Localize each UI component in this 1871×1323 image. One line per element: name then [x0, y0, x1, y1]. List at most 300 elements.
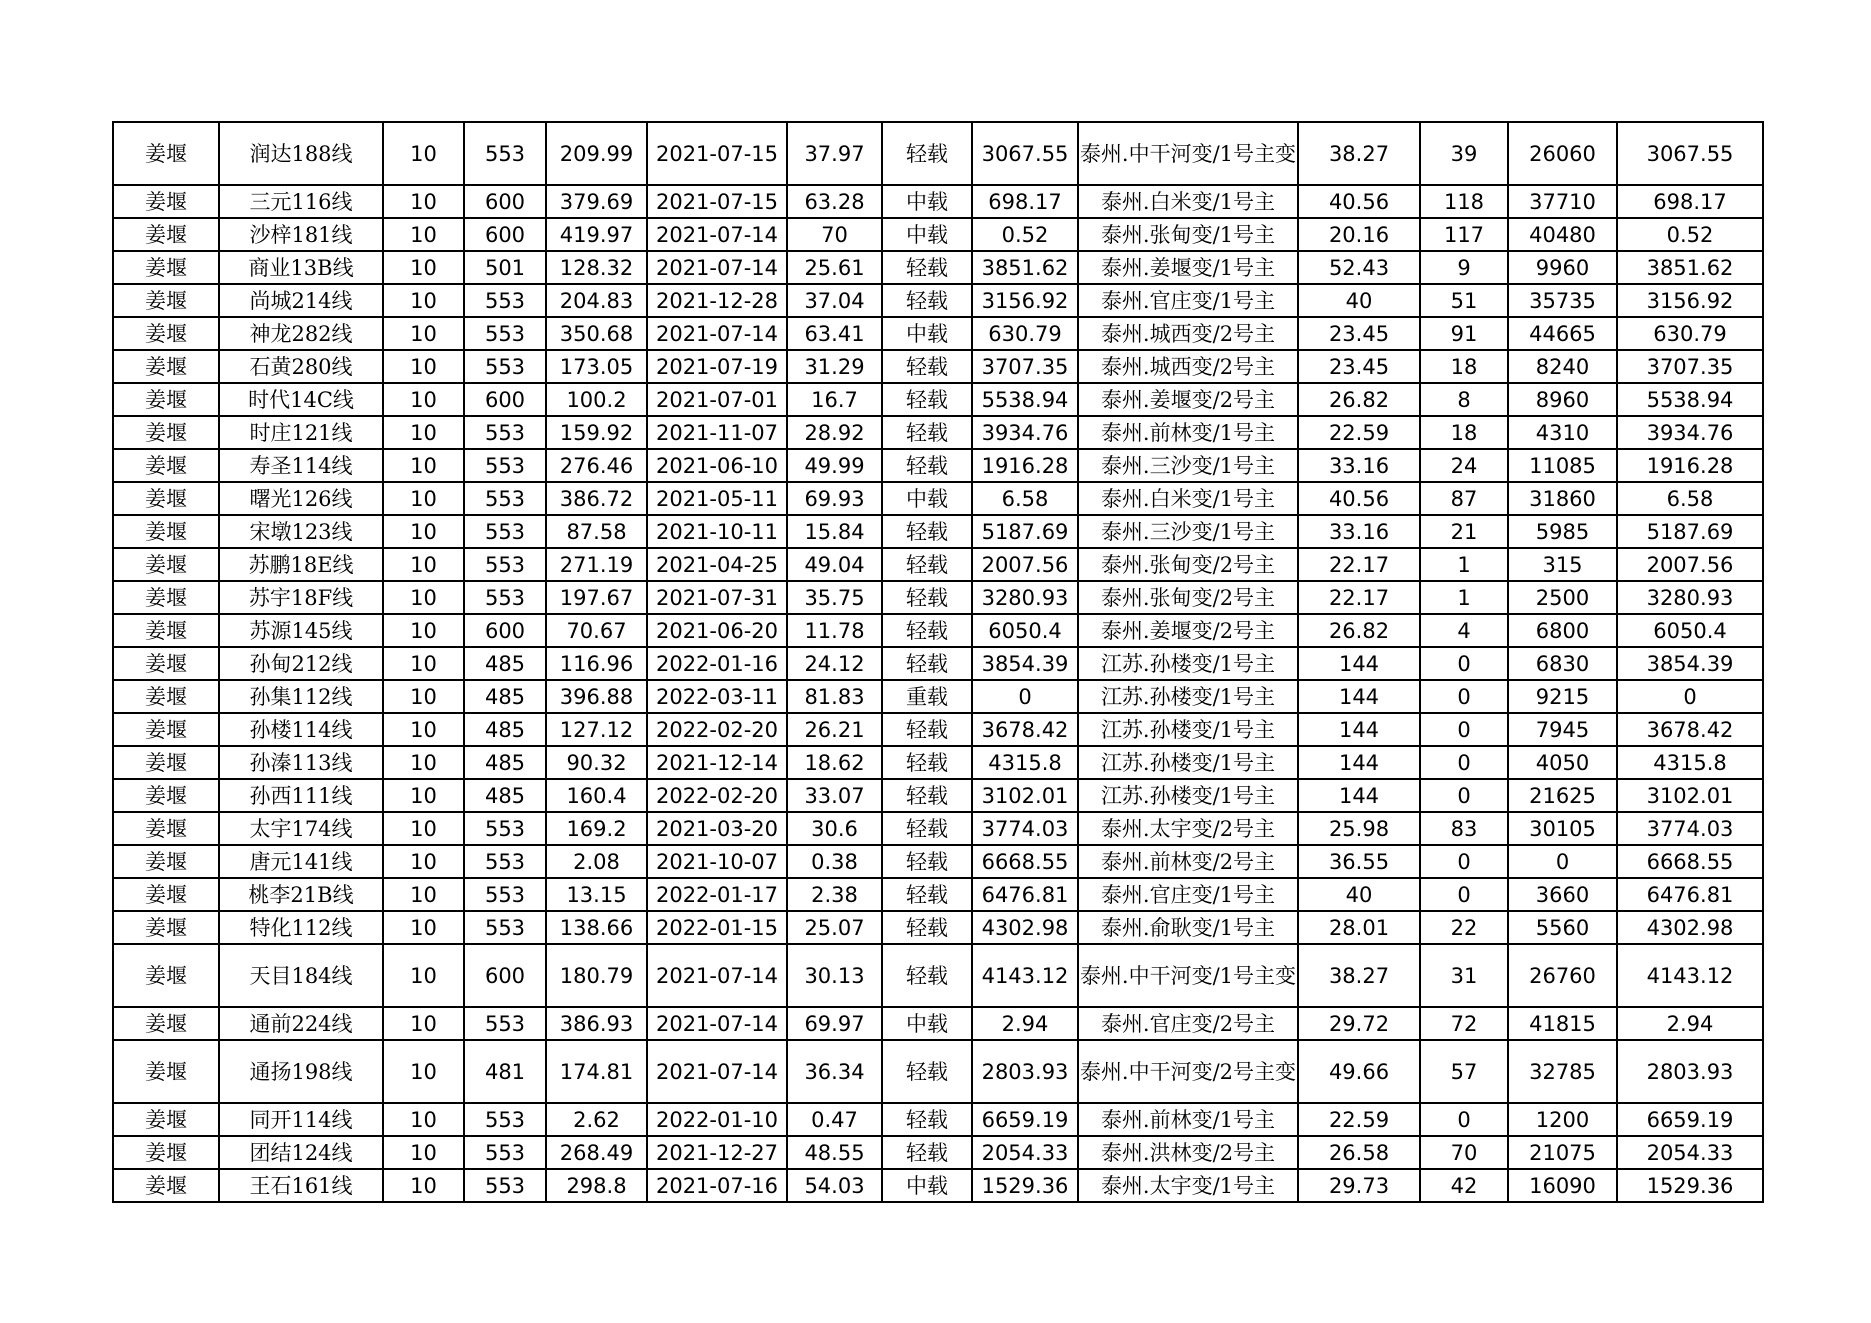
load-rate-cell: 31.29 — [787, 350, 882, 383]
load-rate-cell: 30.13 — [787, 944, 882, 1007]
date-cell: 2021-07-31 — [647, 581, 787, 614]
transformer-load-rate-cell: 26.82 — [1298, 383, 1420, 416]
district-cell: 姜堰 — [113, 416, 219, 449]
load-status-cell: 轻载 — [882, 944, 972, 1007]
table-row — [113, 779, 1763, 812]
available-capacity-cell: 3934.76 — [972, 416, 1078, 449]
date-cell: 2021-07-14 — [647, 218, 787, 251]
max-current-cell: 90.32 — [546, 746, 647, 779]
table-row — [113, 812, 1763, 845]
load-rate-cell: 11.78 — [787, 614, 882, 647]
user-count-cell: 42 — [1420, 1169, 1508, 1202]
load-rate-cell: 37.04 — [787, 284, 882, 317]
current-limit-cell: 553 — [464, 482, 546, 515]
district-cell: 姜堰 — [113, 251, 219, 284]
installed-capacity-cell: 0 — [1508, 845, 1617, 878]
load-status-cell: 轻载 — [882, 911, 972, 944]
load-rate-cell: 30.6 — [787, 812, 882, 845]
max-current-cell: 116.96 — [546, 647, 647, 680]
load-status-cell: 轻载 — [882, 581, 972, 614]
user-count-cell: 83 — [1420, 812, 1508, 845]
installed-capacity-cell: 26760 — [1508, 944, 1617, 1007]
transformer-cell: 泰州.三沙变/1号主 — [1078, 449, 1298, 482]
line-name-cell: 唐元141线 — [219, 845, 383, 878]
voltage-cell: 10 — [383, 1136, 464, 1169]
load-rate-cell: 49.99 — [787, 449, 882, 482]
line-name-cell: 宋墩123线 — [219, 515, 383, 548]
open-capacity-cell: 0.52 — [1617, 218, 1763, 251]
max-current-cell: 386.72 — [546, 482, 647, 515]
table-row — [113, 122, 1763, 185]
table-row — [113, 449, 1763, 482]
open-capacity-cell: 1529.36 — [1617, 1169, 1763, 1202]
max-current-cell: 379.69 — [546, 185, 647, 218]
current-limit-cell: 553 — [464, 515, 546, 548]
transformer-load-rate-cell: 23.45 — [1298, 350, 1420, 383]
district-cell: 姜堰 — [113, 350, 219, 383]
table-row — [113, 1007, 1763, 1040]
transformer-load-rate-cell: 144 — [1298, 746, 1420, 779]
available-capacity-cell: 5187.69 — [972, 515, 1078, 548]
available-capacity-cell: 2.94 — [972, 1007, 1078, 1040]
current-limit-cell: 553 — [464, 122, 546, 185]
transformer-load-rate-cell: 40 — [1298, 284, 1420, 317]
table-row — [113, 581, 1763, 614]
transformer-cell: 泰州.中干河变/1号主变 — [1078, 944, 1298, 1007]
user-count-cell: 0 — [1420, 878, 1508, 911]
line-name-cell: 通前224线 — [219, 1007, 383, 1040]
date-cell: 2022-02-20 — [647, 713, 787, 746]
current-limit-cell: 600 — [464, 383, 546, 416]
max-current-cell: 160.4 — [546, 779, 647, 812]
user-count-cell: 91 — [1420, 317, 1508, 350]
date-cell: 2021-11-07 — [647, 416, 787, 449]
load-status-cell: 中载 — [882, 1007, 972, 1040]
transformer-cell: 泰州.前林变/1号主 — [1078, 416, 1298, 449]
transformer-load-rate-cell: 20.16 — [1298, 218, 1420, 251]
transformer-load-rate-cell: 26.58 — [1298, 1136, 1420, 1169]
open-capacity-cell: 2054.33 — [1617, 1136, 1763, 1169]
open-capacity-cell: 3851.62 — [1617, 251, 1763, 284]
date-cell: 2022-01-16 — [647, 647, 787, 680]
load-rate-cell: 81.83 — [787, 680, 882, 713]
current-limit-cell: 481 — [464, 1040, 546, 1103]
max-current-cell: 13.15 — [546, 878, 647, 911]
available-capacity-cell: 3067.55 — [972, 122, 1078, 185]
load-status-cell: 轻载 — [882, 1136, 972, 1169]
load-rate-cell: 18.62 — [787, 746, 882, 779]
load-status-cell: 轻载 — [882, 845, 972, 878]
transformer-cell: 泰州.官庄变/2号主 — [1078, 1007, 1298, 1040]
current-limit-cell: 553 — [464, 1103, 546, 1136]
transformer-load-rate-cell: 22.59 — [1298, 416, 1420, 449]
line-name-cell: 时庄121线 — [219, 416, 383, 449]
load-status-cell: 轻载 — [882, 416, 972, 449]
table-row — [113, 416, 1763, 449]
open-capacity-cell: 6476.81 — [1617, 878, 1763, 911]
max-current-cell: 419.97 — [546, 218, 647, 251]
transformer-load-rate-cell: 29.72 — [1298, 1007, 1420, 1040]
load-rate-cell: 0.38 — [787, 845, 882, 878]
user-count-cell: 4 — [1420, 614, 1508, 647]
installed-capacity-cell: 30105 — [1508, 812, 1617, 845]
transformer-cell: 泰州.官庄变/1号主 — [1078, 878, 1298, 911]
max-current-cell: 350.68 — [546, 317, 647, 350]
open-capacity-cell: 4302.98 — [1617, 911, 1763, 944]
voltage-cell: 10 — [383, 416, 464, 449]
voltage-cell: 10 — [383, 1007, 464, 1040]
table-row — [113, 944, 1763, 1007]
table-row — [113, 1040, 1763, 1103]
installed-capacity-cell: 44665 — [1508, 317, 1617, 350]
current-limit-cell: 553 — [464, 911, 546, 944]
voltage-cell: 10 — [383, 185, 464, 218]
district-cell: 姜堰 — [113, 647, 219, 680]
open-capacity-cell: 3854.39 — [1617, 647, 1763, 680]
date-cell: 2021-04-25 — [647, 548, 787, 581]
voltage-cell: 10 — [383, 845, 464, 878]
load-rate-cell: 0.47 — [787, 1103, 882, 1136]
table-row — [113, 218, 1763, 251]
max-current-cell: 174.81 — [546, 1040, 647, 1103]
current-limit-cell: 600 — [464, 218, 546, 251]
voltage-cell: 10 — [383, 581, 464, 614]
load-rate-cell: 35.75 — [787, 581, 882, 614]
table-row — [113, 185, 1763, 218]
current-limit-cell: 600 — [464, 185, 546, 218]
district-cell: 姜堰 — [113, 713, 219, 746]
line-name-cell: 商业13B线 — [219, 251, 383, 284]
max-current-cell: 180.79 — [546, 944, 647, 1007]
load-status-cell: 中载 — [882, 1169, 972, 1202]
voltage-cell: 10 — [383, 614, 464, 647]
user-count-cell: 0 — [1420, 1103, 1508, 1136]
transformer-cell: 江苏.孙楼变/1号主 — [1078, 680, 1298, 713]
installed-capacity-cell: 21075 — [1508, 1136, 1617, 1169]
user-count-cell: 18 — [1420, 416, 1508, 449]
max-current-cell: 173.05 — [546, 350, 647, 383]
open-capacity-cell: 0 — [1617, 680, 1763, 713]
installed-capacity-cell: 5985 — [1508, 515, 1617, 548]
voltage-cell: 10 — [383, 122, 464, 185]
transformer-load-rate-cell: 144 — [1298, 779, 1420, 812]
available-capacity-cell: 1529.36 — [972, 1169, 1078, 1202]
table-row — [113, 680, 1763, 713]
line-name-cell: 通扬198线 — [219, 1040, 383, 1103]
transformer-cell: 泰州.前林变/2号主 — [1078, 845, 1298, 878]
district-cell: 姜堰 — [113, 812, 219, 845]
voltage-cell: 10 — [383, 548, 464, 581]
max-current-cell: 298.8 — [546, 1169, 647, 1202]
district-cell: 姜堰 — [113, 515, 219, 548]
date-cell: 2021-07-19 — [647, 350, 787, 383]
installed-capacity-cell: 5560 — [1508, 911, 1617, 944]
current-limit-cell: 553 — [464, 581, 546, 614]
max-current-cell: 128.32 — [546, 251, 647, 284]
user-count-cell: 31 — [1420, 944, 1508, 1007]
current-limit-cell: 553 — [464, 449, 546, 482]
load-status-cell: 轻载 — [882, 122, 972, 185]
voltage-cell: 10 — [383, 680, 464, 713]
table-row — [113, 317, 1763, 350]
load-status-cell: 轻载 — [882, 449, 972, 482]
district-cell: 姜堰 — [113, 1040, 219, 1103]
transformer-load-rate-cell: 25.98 — [1298, 812, 1420, 845]
line-name-cell: 曙光126线 — [219, 482, 383, 515]
table-row — [113, 647, 1763, 680]
line-load-table — [112, 121, 1764, 1203]
transformer-cell: 泰州.中干河变/2号主变 — [1078, 1040, 1298, 1103]
user-count-cell: 1 — [1420, 548, 1508, 581]
table-row — [113, 878, 1763, 911]
line-name-cell: 沙梓181线 — [219, 218, 383, 251]
date-cell: 2021-07-01 — [647, 383, 787, 416]
voltage-cell: 10 — [383, 812, 464, 845]
user-count-cell: 118 — [1420, 185, 1508, 218]
load-status-cell: 轻载 — [882, 383, 972, 416]
voltage-cell: 10 — [383, 251, 464, 284]
open-capacity-cell: 6.58 — [1617, 482, 1763, 515]
date-cell: 2021-07-14 — [647, 1007, 787, 1040]
open-capacity-cell: 5538.94 — [1617, 383, 1763, 416]
district-cell: 姜堰 — [113, 944, 219, 1007]
table-row — [113, 713, 1763, 746]
transformer-load-rate-cell: 33.16 — [1298, 515, 1420, 548]
max-current-cell: 209.99 — [546, 122, 647, 185]
line-name-cell: 孙西111线 — [219, 779, 383, 812]
district-cell: 姜堰 — [113, 779, 219, 812]
current-limit-cell: 553 — [464, 1136, 546, 1169]
open-capacity-cell: 3934.76 — [1617, 416, 1763, 449]
transformer-load-rate-cell: 40.56 — [1298, 185, 1420, 218]
transformer-cell: 泰州.官庄变/1号主 — [1078, 284, 1298, 317]
line-name-cell: 王石161线 — [219, 1169, 383, 1202]
current-limit-cell: 553 — [464, 416, 546, 449]
installed-capacity-cell: 9960 — [1508, 251, 1617, 284]
installed-capacity-cell: 4310 — [1508, 416, 1617, 449]
transformer-cell: 江苏.孙楼变/1号主 — [1078, 647, 1298, 680]
user-count-cell: 0 — [1420, 680, 1508, 713]
available-capacity-cell: 6476.81 — [972, 878, 1078, 911]
load-rate-cell: 36.34 — [787, 1040, 882, 1103]
open-capacity-cell: 3280.93 — [1617, 581, 1763, 614]
voltage-cell: 10 — [383, 449, 464, 482]
user-count-cell: 39 — [1420, 122, 1508, 185]
available-capacity-cell: 4143.12 — [972, 944, 1078, 1007]
installed-capacity-cell: 26060 — [1508, 122, 1617, 185]
max-current-cell: 197.67 — [546, 581, 647, 614]
installed-capacity-cell: 8240 — [1508, 350, 1617, 383]
current-limit-cell: 600 — [464, 944, 546, 1007]
load-rate-cell: 16.7 — [787, 383, 882, 416]
transformer-load-rate-cell: 40 — [1298, 878, 1420, 911]
table-row — [113, 746, 1763, 779]
max-current-cell: 70.67 — [546, 614, 647, 647]
line-name-cell: 孙溱113线 — [219, 746, 383, 779]
current-limit-cell: 553 — [464, 284, 546, 317]
district-cell: 姜堰 — [113, 218, 219, 251]
available-capacity-cell: 3774.03 — [972, 812, 1078, 845]
line-name-cell: 三元116线 — [219, 185, 383, 218]
line-name-cell: 桃李21B线 — [219, 878, 383, 911]
voltage-cell: 10 — [383, 944, 464, 1007]
voltage-cell: 10 — [383, 713, 464, 746]
transformer-cell: 泰州.太宇变/1号主 — [1078, 1169, 1298, 1202]
transformer-cell: 泰州.城西变/2号主 — [1078, 317, 1298, 350]
transformer-load-rate-cell: 26.82 — [1298, 614, 1420, 647]
max-current-cell: 271.19 — [546, 548, 647, 581]
load-rate-cell: 48.55 — [787, 1136, 882, 1169]
open-capacity-cell: 4143.12 — [1617, 944, 1763, 1007]
date-cell: 2021-12-28 — [647, 284, 787, 317]
user-count-cell: 8 — [1420, 383, 1508, 416]
table-body — [113, 122, 1763, 1202]
date-cell: 2021-12-14 — [647, 746, 787, 779]
load-rate-cell: 2.38 — [787, 878, 882, 911]
current-limit-cell: 553 — [464, 878, 546, 911]
max-current-cell: 169.2 — [546, 812, 647, 845]
transformer-cell: 泰州.白米变/1号主 — [1078, 482, 1298, 515]
line-name-cell: 时代14C线 — [219, 383, 383, 416]
transformer-cell: 泰州.前林变/1号主 — [1078, 1103, 1298, 1136]
voltage-cell: 10 — [383, 647, 464, 680]
table-row — [113, 614, 1763, 647]
open-capacity-cell: 3707.35 — [1617, 350, 1763, 383]
current-limit-cell: 553 — [464, 350, 546, 383]
installed-capacity-cell: 2500 — [1508, 581, 1617, 614]
current-limit-cell: 485 — [464, 713, 546, 746]
transformer-load-rate-cell: 49.66 — [1298, 1040, 1420, 1103]
installed-capacity-cell: 9215 — [1508, 680, 1617, 713]
load-status-cell: 轻载 — [882, 1103, 972, 1136]
available-capacity-cell: 3156.92 — [972, 284, 1078, 317]
date-cell: 2022-03-11 — [647, 680, 787, 713]
date-cell: 2021-07-14 — [647, 251, 787, 284]
line-name-cell: 太宇174线 — [219, 812, 383, 845]
line-name-cell: 团结124线 — [219, 1136, 383, 1169]
transformer-load-rate-cell: 144 — [1298, 647, 1420, 680]
table-row — [113, 548, 1763, 581]
current-limit-cell: 485 — [464, 647, 546, 680]
district-cell: 姜堰 — [113, 449, 219, 482]
available-capacity-cell: 2007.56 — [972, 548, 1078, 581]
district-cell: 姜堰 — [113, 680, 219, 713]
district-cell: 姜堰 — [113, 1136, 219, 1169]
user-count-cell: 117 — [1420, 218, 1508, 251]
table-row — [113, 845, 1763, 878]
load-rate-cell: 28.92 — [787, 416, 882, 449]
transformer-load-rate-cell: 38.27 — [1298, 944, 1420, 1007]
transformer-load-rate-cell: 38.27 — [1298, 122, 1420, 185]
date-cell: 2021-07-15 — [647, 122, 787, 185]
current-limit-cell: 485 — [464, 746, 546, 779]
date-cell: 2021-07-15 — [647, 185, 787, 218]
line-name-cell: 同开114线 — [219, 1103, 383, 1136]
district-cell: 姜堰 — [113, 185, 219, 218]
user-count-cell: 9 — [1420, 251, 1508, 284]
user-count-cell: 0 — [1420, 779, 1508, 812]
table-row — [113, 911, 1763, 944]
transformer-cell: 泰州.姜堰变/2号主 — [1078, 614, 1298, 647]
available-capacity-cell: 6668.55 — [972, 845, 1078, 878]
available-capacity-cell: 0 — [972, 680, 1078, 713]
available-capacity-cell: 3280.93 — [972, 581, 1078, 614]
user-count-cell: 24 — [1420, 449, 1508, 482]
load-status-cell: 轻载 — [882, 779, 972, 812]
installed-capacity-cell: 11085 — [1508, 449, 1617, 482]
date-cell: 2021-12-27 — [647, 1136, 787, 1169]
load-status-cell: 轻载 — [882, 746, 972, 779]
district-cell: 姜堰 — [113, 878, 219, 911]
installed-capacity-cell: 1200 — [1508, 1103, 1617, 1136]
max-current-cell: 276.46 — [546, 449, 647, 482]
open-capacity-cell: 4315.8 — [1617, 746, 1763, 779]
load-rate-cell: 25.07 — [787, 911, 882, 944]
transformer-load-rate-cell: 36.55 — [1298, 845, 1420, 878]
line-name-cell: 孙集112线 — [219, 680, 383, 713]
load-status-cell: 轻载 — [882, 812, 972, 845]
max-current-cell: 204.83 — [546, 284, 647, 317]
district-cell: 姜堰 — [113, 383, 219, 416]
installed-capacity-cell: 21625 — [1508, 779, 1617, 812]
voltage-cell: 10 — [383, 350, 464, 383]
available-capacity-cell: 2054.33 — [972, 1136, 1078, 1169]
load-status-cell: 中载 — [882, 218, 972, 251]
max-current-cell: 138.66 — [546, 911, 647, 944]
available-capacity-cell: 0.52 — [972, 218, 1078, 251]
user-count-cell: 57 — [1420, 1040, 1508, 1103]
user-count-cell: 0 — [1420, 845, 1508, 878]
transformer-load-rate-cell: 33.16 — [1298, 449, 1420, 482]
voltage-cell: 10 — [383, 911, 464, 944]
current-limit-cell: 553 — [464, 845, 546, 878]
transformer-load-rate-cell: 52.43 — [1298, 251, 1420, 284]
district-cell: 姜堰 — [113, 581, 219, 614]
line-name-cell: 石黄280线 — [219, 350, 383, 383]
installed-capacity-cell: 6800 — [1508, 614, 1617, 647]
available-capacity-cell: 3707.35 — [972, 350, 1078, 383]
load-status-cell: 中载 — [882, 317, 972, 350]
installed-capacity-cell: 35735 — [1508, 284, 1617, 317]
date-cell: 2021-07-16 — [647, 1169, 787, 1202]
installed-capacity-cell: 40480 — [1508, 218, 1617, 251]
voltage-cell: 10 — [383, 878, 464, 911]
load-rate-cell: 63.28 — [787, 185, 882, 218]
transformer-cell: 泰州.张甸变/2号主 — [1078, 581, 1298, 614]
load-rate-cell: 69.97 — [787, 1007, 882, 1040]
open-capacity-cell: 2007.56 — [1617, 548, 1763, 581]
available-capacity-cell: 4315.8 — [972, 746, 1078, 779]
load-rate-cell: 70 — [787, 218, 882, 251]
table-row — [113, 284, 1763, 317]
installed-capacity-cell: 3660 — [1508, 878, 1617, 911]
user-count-cell: 87 — [1420, 482, 1508, 515]
district-cell: 姜堰 — [113, 317, 219, 350]
current-limit-cell: 553 — [464, 812, 546, 845]
district-cell: 姜堰 — [113, 482, 219, 515]
transformer-load-rate-cell: 23.45 — [1298, 317, 1420, 350]
max-current-cell: 100.2 — [546, 383, 647, 416]
date-cell: 2022-01-15 — [647, 911, 787, 944]
available-capacity-cell: 3854.39 — [972, 647, 1078, 680]
district-cell: 姜堰 — [113, 1007, 219, 1040]
voltage-cell: 10 — [383, 317, 464, 350]
max-current-cell: 396.88 — [546, 680, 647, 713]
user-count-cell: 0 — [1420, 746, 1508, 779]
load-rate-cell: 26.21 — [787, 713, 882, 746]
line-name-cell: 天目184线 — [219, 944, 383, 1007]
current-limit-cell: 501 — [464, 251, 546, 284]
